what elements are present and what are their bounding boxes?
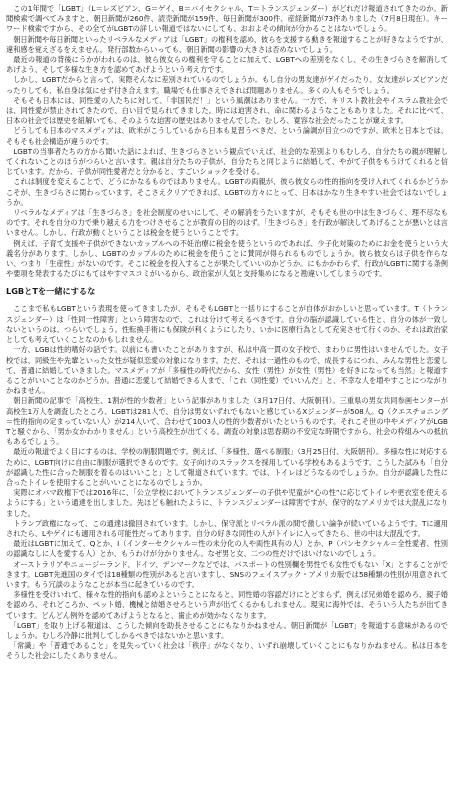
article-paragraph: オーストラリアやニュージーランド、ドイツ、デンマークなどでは、パスポートの性別欄を男性でも女性でもない「X」とすることができます。LGBT先進国のタイでは18種類の性別があると言いますし、SNSのフェイスブック・アメリカ版では58種類の性別が用意されています。もう冗談のようなことが本当に起きているのです。 [6, 559, 448, 589]
article-paragraph: 最近の報道でよく目にするのは、学校の制服問題です。例えば、「多様性、選べる制服」（3月25日付、大阪朝刊）。多様な性に対応するために、LGBT向けに自由に制服が選択できるのです。女子向けのスラックスを採用している学校もあるようです。こうした試みも「自分が認識した性に合った制服を着るのはいいこと」として報道されています。では、トイレはどうなるのでしょうか。自分が認識した性に合ったトイレを使用することがいいことになるのでしょうか。 [6, 447, 448, 487]
article-paragraph: 最近はLGBTに加えて、Qとか、I（インターセクシャル＝性の未分化の人や両性具有の人）とか、P（パンセクシャル＝全性愛者、性別の認識なしに人を愛する人）とか、もうわけが分かりません。なぜ男と女、二つの性だけではいけないのでしょう。 [6, 539, 448, 559]
article-paragraph: ここまで私もLGBTという表現を使ってきましたが、そもそもLGBTと一括りにすることが自体がおかしいと思っています。T（トランスジェンダー）は「性同一性障害」という障害なので、これは分けて考えるべきです。自分の脳が認識している性と、自分の体が一致しないというのは、つらいでしょう。性転換手術にも保険が利くようにしたり、いかに医療行為として充実させて行くのか、それは政治家としても考えていくことなのかもしれません。 [6, 304, 448, 345]
article-paragraph: 実際にオバマ政権下では2016年に、「公立学校においてトランスジェンダーの子供や児童が“心の性”に応じてトイレや更衣室を使えるようにする」という通達を出しました。先ほども触れたように、トランスジェンダーは障害ですが、保守的なアメリカでは大混乱になりました。 [6, 488, 448, 518]
article-paragraph: トランプ政権になって、この通達は撤回されています。しかし、保守派とリベラル派の間で激しい論争が続いているようです。Tに適用されたら、Lやゲイにも適用される可能性だってあります。自分の好きな同性の人がトイレに入ってきたら、世の中は大混乱です。 [6, 518, 448, 538]
article-paragraph: しかし、LGBTだからと言って、実際そんなに差別されているのでしょうか。もし自分の男友達がゲイだったり、女友達がレズビアンだったりしても、私自身は気にせず付き合えます。職場でも仕事さえできれば問題ありません。多くの人もそうでしょう。 [6, 75, 448, 95]
section-heading: LGBとTを一緒にするな [6, 286, 96, 297]
article-paragraph: 「常識」や「普通であること」を見失っていく社会は「秩序」がなくなり、いずれ崩壊していくことにもなりかねません。私は日本をそうした社会にしたくありません。 [6, 641, 448, 661]
article-section-lgb-t [6, 304, 448, 661]
article-paragraph: これは制度を変えることで、どうにかなるものではありません。LGBTの両親が、彼ら彼女らの性的指向を受け入れてくれるかどうかこそが、生きづらさに関わっています。そこさえクリアできれば、LGBTの方々にとって、日本はかなり生きやすい社会ではないでしょうか。 [6, 177, 448, 207]
article-paragraph: リベラルなメディアは「生きづらさ」を社会制度のせいにして、その解消をうたいますが、そもそも世の中は生きづらく、理不尽なものです。それを自分の力で乗り越える力をつけさせることが教育の目的のはず。「生きづらさ」を行政が解決してあげることが悪いとは言いません。しかし、行政が動くということは税金を使うということです。 [6, 208, 448, 238]
article-paragraph: どうしても日本のマスメディアは、欧米がこうしているから日本も見習うべきだ、という論調が目立つのですが、欧米と日本とでは、そもそも社会構造が違うのです。 [6, 126, 448, 146]
article-paragraph: 「LGBT」を取り上げる報道は、こうした傾向を助長させることにもなりかねません。朝日新聞が「LGBT」を報道する意味があるのでしょうか。むしろ冷静に批判してしかるべきではないかと思います。 [6, 620, 448, 640]
article-paragraph: 多様性を受けいれて、様々な性的指向も認めよということになると、同性婚の容認だけにとどまらず、例えば兄弟婚を認めろ、親子婚を認めろ、それどころか、ペット婚、機械と結婚させろという声が出てくるかもしれません。現実に海外では、そういう人たちが出てきています。どんどん例外を認めてあげようとなると、歯止めが効かなくなります。 [6, 590, 448, 620]
article-paragraph: そもそも日本には、同性愛の人たちに対して、「非国民だ！」という風潮はありません。一方で、キリスト教社会やイスラム教社会では、同性愛が禁止されてきたので、白い目で見られてきました。時には迫害され、命に関わるようなこともありました。それに比べて、日本の社会では歴史を紐解いても、そのような迫害の歴史はありませんでした。むしろ、寛容な社会だったことが窺えます。 [6, 95, 448, 126]
article-paragraph: この1年間で「LGBT」（L＝レズビアン、G＝ゲイ、B＝バイセクシャル、T＝トランスジェンダー）がどれだけ報道されてきたのか。新聞検索で調べてみますと、朝日新聞が260件、読売新聞が159件、毎日新聞が300件、産経新聞が73件ありました（7月8日現在）。キーワード検索ですから、その全てがLGBTの詳しい報道ではないにしても、おおよその傾向が分かることはないでしょう。 [6, 4, 448, 34]
article-paragraph: LGBTの当事者たちの方から聞いた話によれば、生きづらさという観点でいえば、社会的な差別よりもむしろ、自分たちの親が理解してくれないことのほうがつらいと言います。親は自分たちの子供が、自分たちと同じように結婚して、やがて子供をもうけてくれると信じています。だから、子供が同性愛者だと分かると、すごいショックを受ける。 [6, 146, 448, 177]
article-paragraph: 朝日新聞や毎日新聞といったリベラルなメディアは「LGBT」の権利を認め、彼らを支援する動きを報道することが好きなようですが、違和感を覚えざるをえません。発行部数からいっても、朝日新聞の影響の大きさは否めないでしょう。 [6, 34, 448, 54]
article-section-intro [6, 4, 448, 279]
article-paragraph: 最近の報道の背後にうかがわれるのは、彼ら彼女らの権利を守ることに加えて、LGBTへの差別をなくし、その生きづらさを解消してあげよう、そして多様な生き方を認めてあげようという考え方です。 [6, 55, 448, 75]
article-paragraph: 例えば、子育て支援や子供ができないカップルへの不妊治療に税金を使うというのであれば、少子化対策のためにお金を使うという大義名分があります。しかし、LGBTのカップルのために税金を使うことに賛同が得られるものでしょうか。彼ら彼女らは子供を作らない、つまり「生産性」がないのです。そこに税金を投入することが果たしていいのかどうか。にもかかわらず、行政がLGBTに関する条例や要項を発表するたびにもてはやすマスコミがいるから、政治家が人気と支持集めになると勘違いしてしまうのです。 [6, 238, 448, 279]
article-paragraph: 一方、LGBは性的嗜好の話です。以前にも書いたことがありますが、私は中高一貫の女子校で、まわりに男性はいませんでした。女子校では、同級生や先輩といった女性が疑似恋愛の対象になります。ただ、それは一過性のもので、成長するにつれ、みんな男性と恋愛して、普通に結婚していきました。マスメディアが「多様性の時代だから、女性（男性）が女性（男性）を好きになっても当然」と報道することがいいことなのかどうか。普通に恋愛して結婚できる人まで、「これ（同性愛）でいいんだ」と、不幸な人を増やすことにつながりかねません。 [6, 345, 448, 396]
article-paragraph: 朝日新聞の記事で「高校生、1割が性的少数者」という記事がありました（3月17日付、大阪朝刊）。三重県の男女共同参画センターが高校生1万人を調査したところ、LGBTは281人で、自分は男女いずれでもないと感じているXジェンダーが508人。Q（クエスチョニング＝性的指向の定まっていない人）が214人いて、合わせて1003人の性的少数者がいたというものです。それこそ世の中やメディアがLGBTと騒ぐから、「男か女かわかりません」という高校生が出てくる。調査の対象は思春期の不安定な時期ですから、社会の枠組みへの抵抗もあるでしょう。 [6, 396, 448, 447]
